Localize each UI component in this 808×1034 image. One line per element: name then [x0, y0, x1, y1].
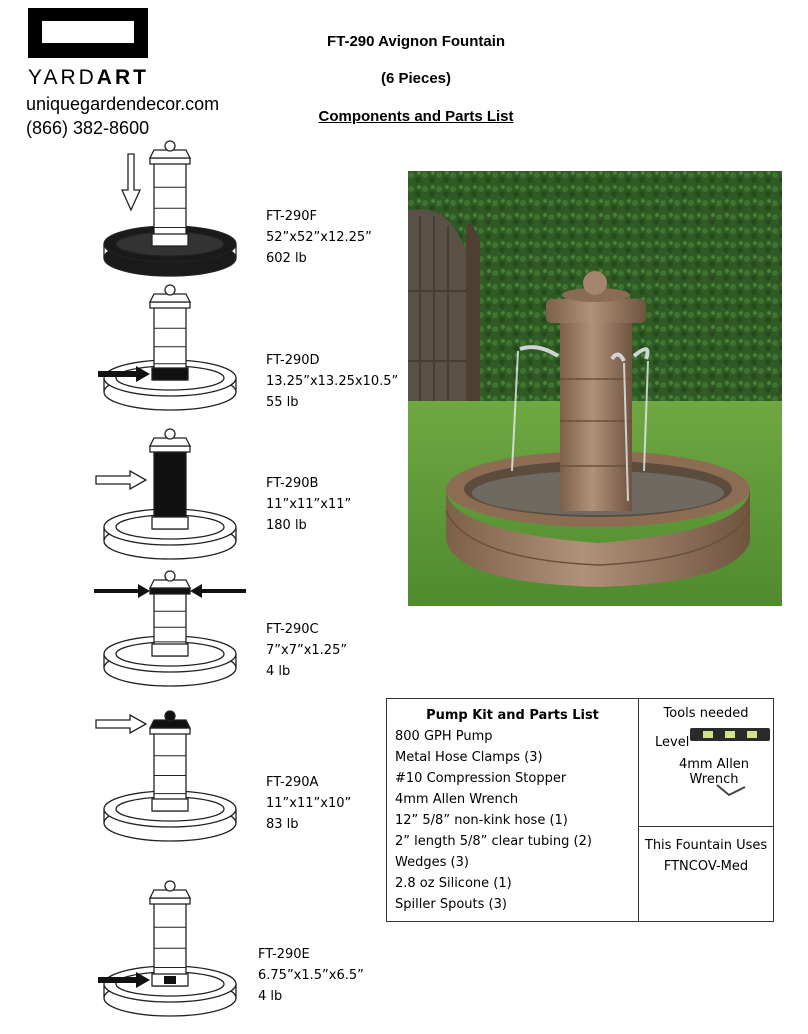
kit-item: #10 Compression Stopper	[395, 771, 567, 786]
fountain-photo	[408, 171, 782, 606]
component-dims: 11”x11”x11”	[266, 497, 352, 512]
component-code: FT-290D	[266, 353, 320, 368]
component-weight: 83 lb	[266, 817, 299, 832]
pump-kit-title: Pump Kit and Parts List	[426, 708, 599, 723]
component-dims: 7”x7”x1.25”	[266, 643, 348, 658]
wrench-label: 4mm Allen Wrench	[678, 757, 750, 787]
component-dims: 13.25”x13.25x10.5”	[266, 374, 399, 389]
kit-item: Metal Hose Clamps (3)	[395, 750, 543, 765]
component-code: FT-290B	[266, 476, 319, 491]
kit-item: Spiller Spouts (3)	[395, 897, 507, 912]
kit-item: Wedges (3)	[395, 855, 469, 870]
cover-model: FTNCOV-Med	[663, 859, 749, 874]
component-diagram	[90, 140, 250, 280]
component-diagram	[90, 570, 250, 690]
component-spec	[258, 944, 364, 1007]
component-spec	[266, 350, 398, 413]
component-code: FT-290A	[266, 775, 319, 790]
component-dims: 52”x52”x12.25”	[266, 230, 372, 245]
tools-needed-cell	[639, 699, 774, 827]
phone-text: (866) 382-8600	[26, 118, 150, 138]
component-code: FT-290E	[258, 947, 310, 962]
tools-title: Tools needed	[663, 706, 749, 721]
component-weight: 602 lb	[266, 251, 307, 266]
component-diagram	[90, 428, 250, 563]
component-dims: 11”x11”x10”	[266, 796, 352, 811]
component-spec	[266, 772, 351, 835]
brand-name: YARDART	[28, 66, 149, 89]
level-icon	[689, 727, 771, 743]
allen-wrench-icon	[715, 781, 749, 803]
document-title: FT-290 Avignon Fountain	[326, 33, 506, 50]
cover-line-1: This Fountain Uses	[644, 838, 768, 853]
component-diagram	[90, 710, 250, 845]
pump-kit-list	[387, 699, 639, 922]
piece-count: (6 Pieces)	[380, 70, 452, 87]
kit-item: 800 GPH Pump	[395, 729, 493, 744]
kit-item: 2” length 5/8” clear tubing (2)	[395, 834, 592, 849]
document-subtitle: Components and Parts List	[318, 108, 514, 125]
component-diagram	[90, 880, 250, 1020]
pump-kit-table	[386, 698, 774, 922]
website-text: uniquegardendecor.com	[26, 94, 220, 114]
component-weight: 55 lb	[266, 395, 299, 410]
component-weight: 4 lb	[266, 664, 291, 679]
logo-mark	[28, 8, 148, 58]
kit-item: 2.8 oz Silicone (1)	[395, 876, 512, 891]
component-diagram	[90, 284, 250, 414]
component-dims: 6.75”x1.5”x6.5”	[258, 968, 364, 983]
level-label: Level	[655, 735, 690, 750]
kit-item: 4mm Allen Wrench	[395, 792, 519, 807]
component-weight: 180 lb	[266, 518, 307, 533]
component-spec	[266, 206, 372, 269]
cover-info-cell	[639, 827, 774, 922]
component-weight: 4 lb	[258, 989, 283, 1004]
component-spec	[266, 473, 351, 536]
kit-item: 12” 5/8” non-kink hose (1)	[395, 813, 568, 828]
component-code: FT-290F	[266, 209, 317, 224]
component-spec	[266, 619, 347, 682]
component-code: FT-290C	[266, 622, 319, 637]
